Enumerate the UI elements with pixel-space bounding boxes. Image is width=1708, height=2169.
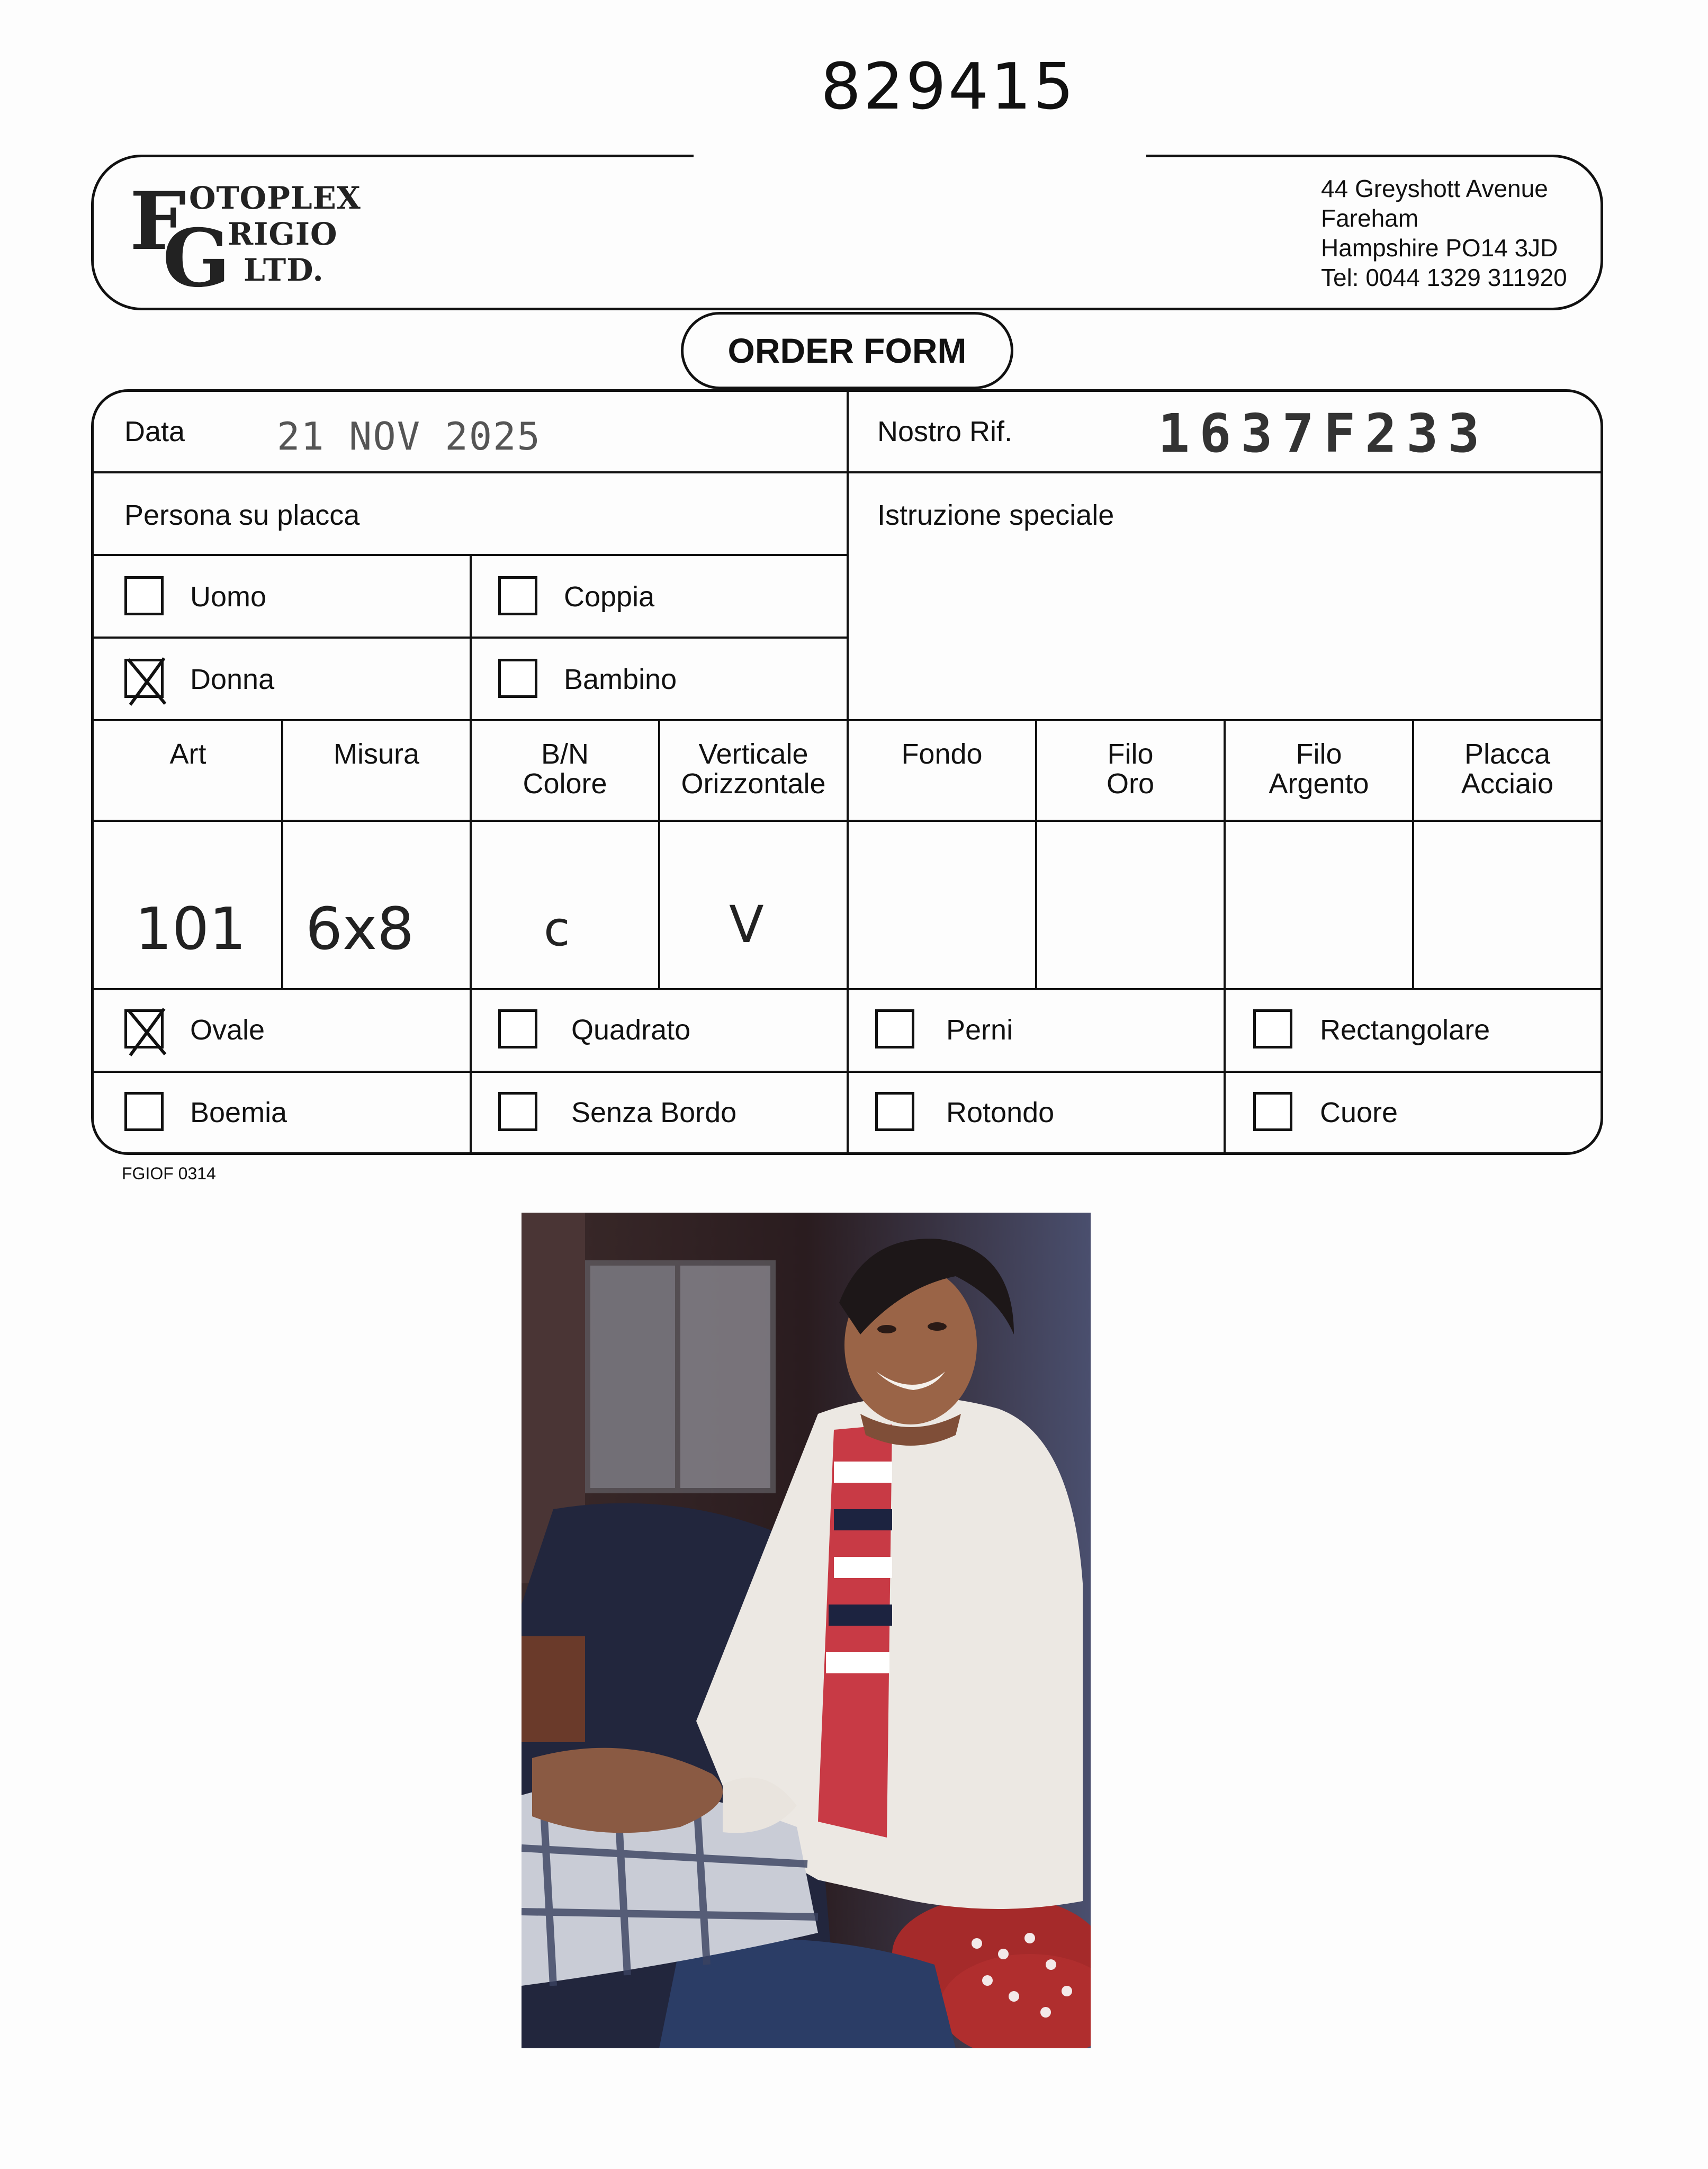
persona-label: Persona su placca — [124, 499, 360, 531]
perni-checkbox[interactable] — [875, 1009, 914, 1048]
boemia-checkbox[interactable] — [124, 1092, 164, 1131]
form-title: ORDER FORM — [681, 312, 1013, 389]
coppia-checkbox[interactable] — [498, 576, 537, 615]
address-line: Tel: 0044 1329 311920 — [1321, 264, 1567, 291]
col-fondo: Fondo — [901, 738, 983, 770]
quadrato-checkbox[interactable] — [498, 1009, 537, 1048]
donna-label: Donna — [190, 664, 275, 695]
col-filo-argento: Filo Argento — [1269, 738, 1369, 800]
donna-checkbox[interactable] — [124, 659, 164, 698]
quadrato-label: Quadrato — [571, 1014, 691, 1046]
uomo-label: Uomo — [190, 581, 267, 613]
order-grid — [91, 389, 1603, 1155]
orientamento-value: V — [729, 895, 764, 954]
senza-bordo-label: Senza Bordo — [571, 1097, 737, 1128]
header-gap — [694, 148, 1146, 164]
col-placca-acciaio: Placca Acciaio — [1461, 738, 1554, 800]
col-misura: Misura — [333, 738, 420, 770]
form-code: FGIOF 0314 — [122, 1164, 216, 1183]
col-art: Art — [169, 738, 206, 770]
company-address — [1321, 174, 1567, 292]
ovale-label: Ovale — [190, 1014, 265, 1046]
misura-value: 6x8 — [305, 895, 415, 963]
ovale-checkbox[interactable] — [124, 1009, 164, 1048]
coppia-label: Coppia — [564, 581, 655, 613]
senza-bordo-checkbox[interactable] — [498, 1092, 537, 1131]
date-value: 21 NOV 2025 — [277, 414, 541, 459]
uomo-checkbox[interactable] — [124, 576, 164, 615]
rotondo-label: Rotondo — [946, 1097, 1055, 1128]
company-logo: F G OTOPLEX RIGIO LTD. — [130, 175, 361, 305]
date-label: Data — [124, 416, 185, 447]
col-verticale-orizzontale: Verticale Orizzontale — [681, 738, 826, 800]
bambino-checkbox[interactable] — [498, 659, 537, 698]
perni-label: Perni — [946, 1014, 1013, 1046]
istruzione-label: Istruzione speciale — [877, 499, 1114, 531]
ref-value: 1637F233 — [1158, 402, 1489, 464]
cuore-label: Cuore — [1320, 1097, 1398, 1128]
colore-value: c — [544, 901, 570, 957]
col-bn-colore: B/N Colore — [523, 738, 607, 800]
ref-label: Nostro Rif. — [877, 416, 1013, 447]
col-filo-oro: Filo Oro — [1106, 738, 1155, 800]
cuore-checkbox[interactable] — [1253, 1092, 1292, 1131]
bambino-label: Bambino — [564, 664, 677, 695]
address-line: Hampshire PO14 3JD — [1321, 234, 1558, 262]
rotondo-checkbox[interactable] — [875, 1092, 914, 1131]
address-line: Fareham — [1321, 204, 1419, 232]
address-line: 44 Greyshott Avenue — [1321, 175, 1548, 202]
rectangolare-label: Rectangolare — [1320, 1014, 1490, 1046]
boemia-label: Boemia — [190, 1097, 287, 1128]
check-mark-icon — [123, 1006, 170, 1059]
attached-photo — [522, 1213, 1091, 2048]
order-number: 829415 — [821, 50, 1076, 124]
rectangolare-checkbox[interactable] — [1253, 1009, 1292, 1048]
art-value: 101 — [135, 895, 246, 963]
check-mark-icon — [123, 655, 170, 708]
